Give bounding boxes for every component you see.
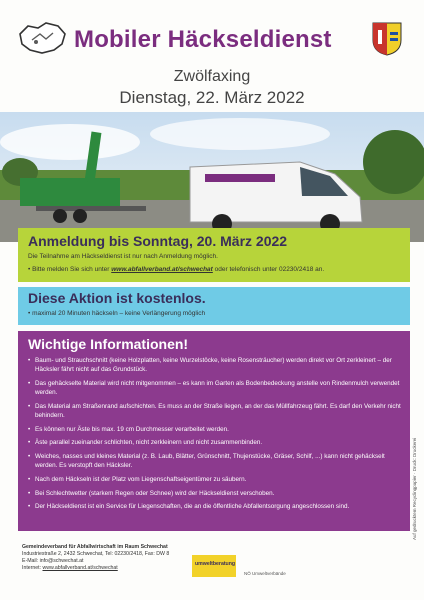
footer-web-prefix: Internet: bbox=[22, 565, 43, 571]
registration-heading: Anmeldung bis Sonntag, 20. März 2022 bbox=[28, 233, 288, 249]
info-item: • Es können nur Äste bis max. 19 cm Durchmesser verarbeitet werden. bbox=[28, 425, 403, 434]
footer-web-link[interactable]: www.abfallverband.at/schwechat bbox=[42, 565, 118, 571]
registration-text: Die Teilnahme am Häckseldienst ist nur nach Anmeldung möglich. bbox=[28, 253, 218, 260]
footer-address: Industriestraße 2, 2432 Schwechat, Tel: 02230/2418, Fax: DW 8 bbox=[22, 551, 170, 557]
map-logo-icon bbox=[16, 20, 68, 56]
page-title: Mobiler Häckseldienst bbox=[74, 26, 332, 53]
header bbox=[0, 0, 424, 70]
registration-contact-suffix: oder telefonisch unter 02230/2418 an. bbox=[212, 266, 325, 273]
print-note: Auf gedrucktem Recyclingpapier · Druck: Druckerei bbox=[412, 437, 417, 540]
info-item: • Weiches, nasses und kleines Material (z. B. Laub, Blätter, Grünschnitt, Thujenstücke, Gräser, Schilf, ...) kann nicht gehäckselt werden. Es verstopft den Häcksler. bbox=[28, 452, 403, 470]
registration-contact-prefix: • Bitte melden Sie sich unter bbox=[28, 266, 112, 273]
footer-email: E-Mail: info@schwechat.at bbox=[22, 558, 84, 564]
info-item: • Nach dem Häckseln ist der Platz vom Liegenschaftseigentümer zu säubern. bbox=[28, 475, 403, 484]
info-list bbox=[28, 356, 403, 516]
shredder-van-photo bbox=[0, 112, 424, 242]
event-date: Dienstag, 22. März 2022 bbox=[119, 88, 305, 107]
footer-web bbox=[22, 565, 212, 572]
free-heading: Diese Aktion ist kostenlos. bbox=[28, 290, 206, 306]
free-text: • maximal 20 Minuten häckseln – keine Verlängerung möglich bbox=[28, 310, 206, 317]
coat-of-arms-icon bbox=[372, 22, 402, 56]
info-box bbox=[18, 331, 410, 531]
info-heading: Wichtige Informationen! bbox=[28, 336, 189, 352]
footer-contact bbox=[22, 544, 212, 572]
info-item: • Baum- und Strauchschnitt (keine Holzplatten, keine Wurzelstöcke, keine Rosensträucher) werden direkt vor Ort zerkleinert – der Häcksler fährt nicht auf das Grundstück. bbox=[28, 356, 403, 374]
info-item: • Äste parallel zueinander schlichten, nicht zerkleinern und nicht zusammenbinden. bbox=[28, 438, 403, 447]
registration-link[interactable]: www.abfallverband.at/schwechat bbox=[111, 266, 213, 273]
footer-org: Gemeindeverband für Abfallwirtschaft im Raum Schwechat bbox=[22, 544, 168, 550]
umweltberatung-badge bbox=[192, 555, 236, 577]
info-item: • Das gehäckselte Material wird nicht mitgenommen – es kann im Garten als Bodenbedeckung anstelle von Rindenmulch verwendet werden. bbox=[28, 379, 403, 397]
badge-label: umweltberatung bbox=[195, 561, 236, 567]
registration-box bbox=[18, 228, 410, 282]
info-item: • Das Material am Straßenrand aufschichten. Es muss an der Straße liegen, an der das Müllfahrzeug fährt. Es darf den Verkehr nicht behindern. bbox=[28, 402, 403, 420]
info-item: • Bei Schlechtwetter (starkem Regen oder Schnee) wird der Häckseldienst verschoben. bbox=[28, 489, 403, 498]
umweltverband-label: NÖ Umweltverbände bbox=[244, 571, 286, 576]
free-box bbox=[18, 287, 410, 325]
registration-contact bbox=[28, 266, 324, 273]
info-item: • Der Häckseldienst ist ein Service für Liegenschaften, die an die öffentliche Abfallentsorgung angeschlossen sind. bbox=[28, 502, 403, 511]
event-location: Zwölfaxing bbox=[173, 68, 251, 85]
